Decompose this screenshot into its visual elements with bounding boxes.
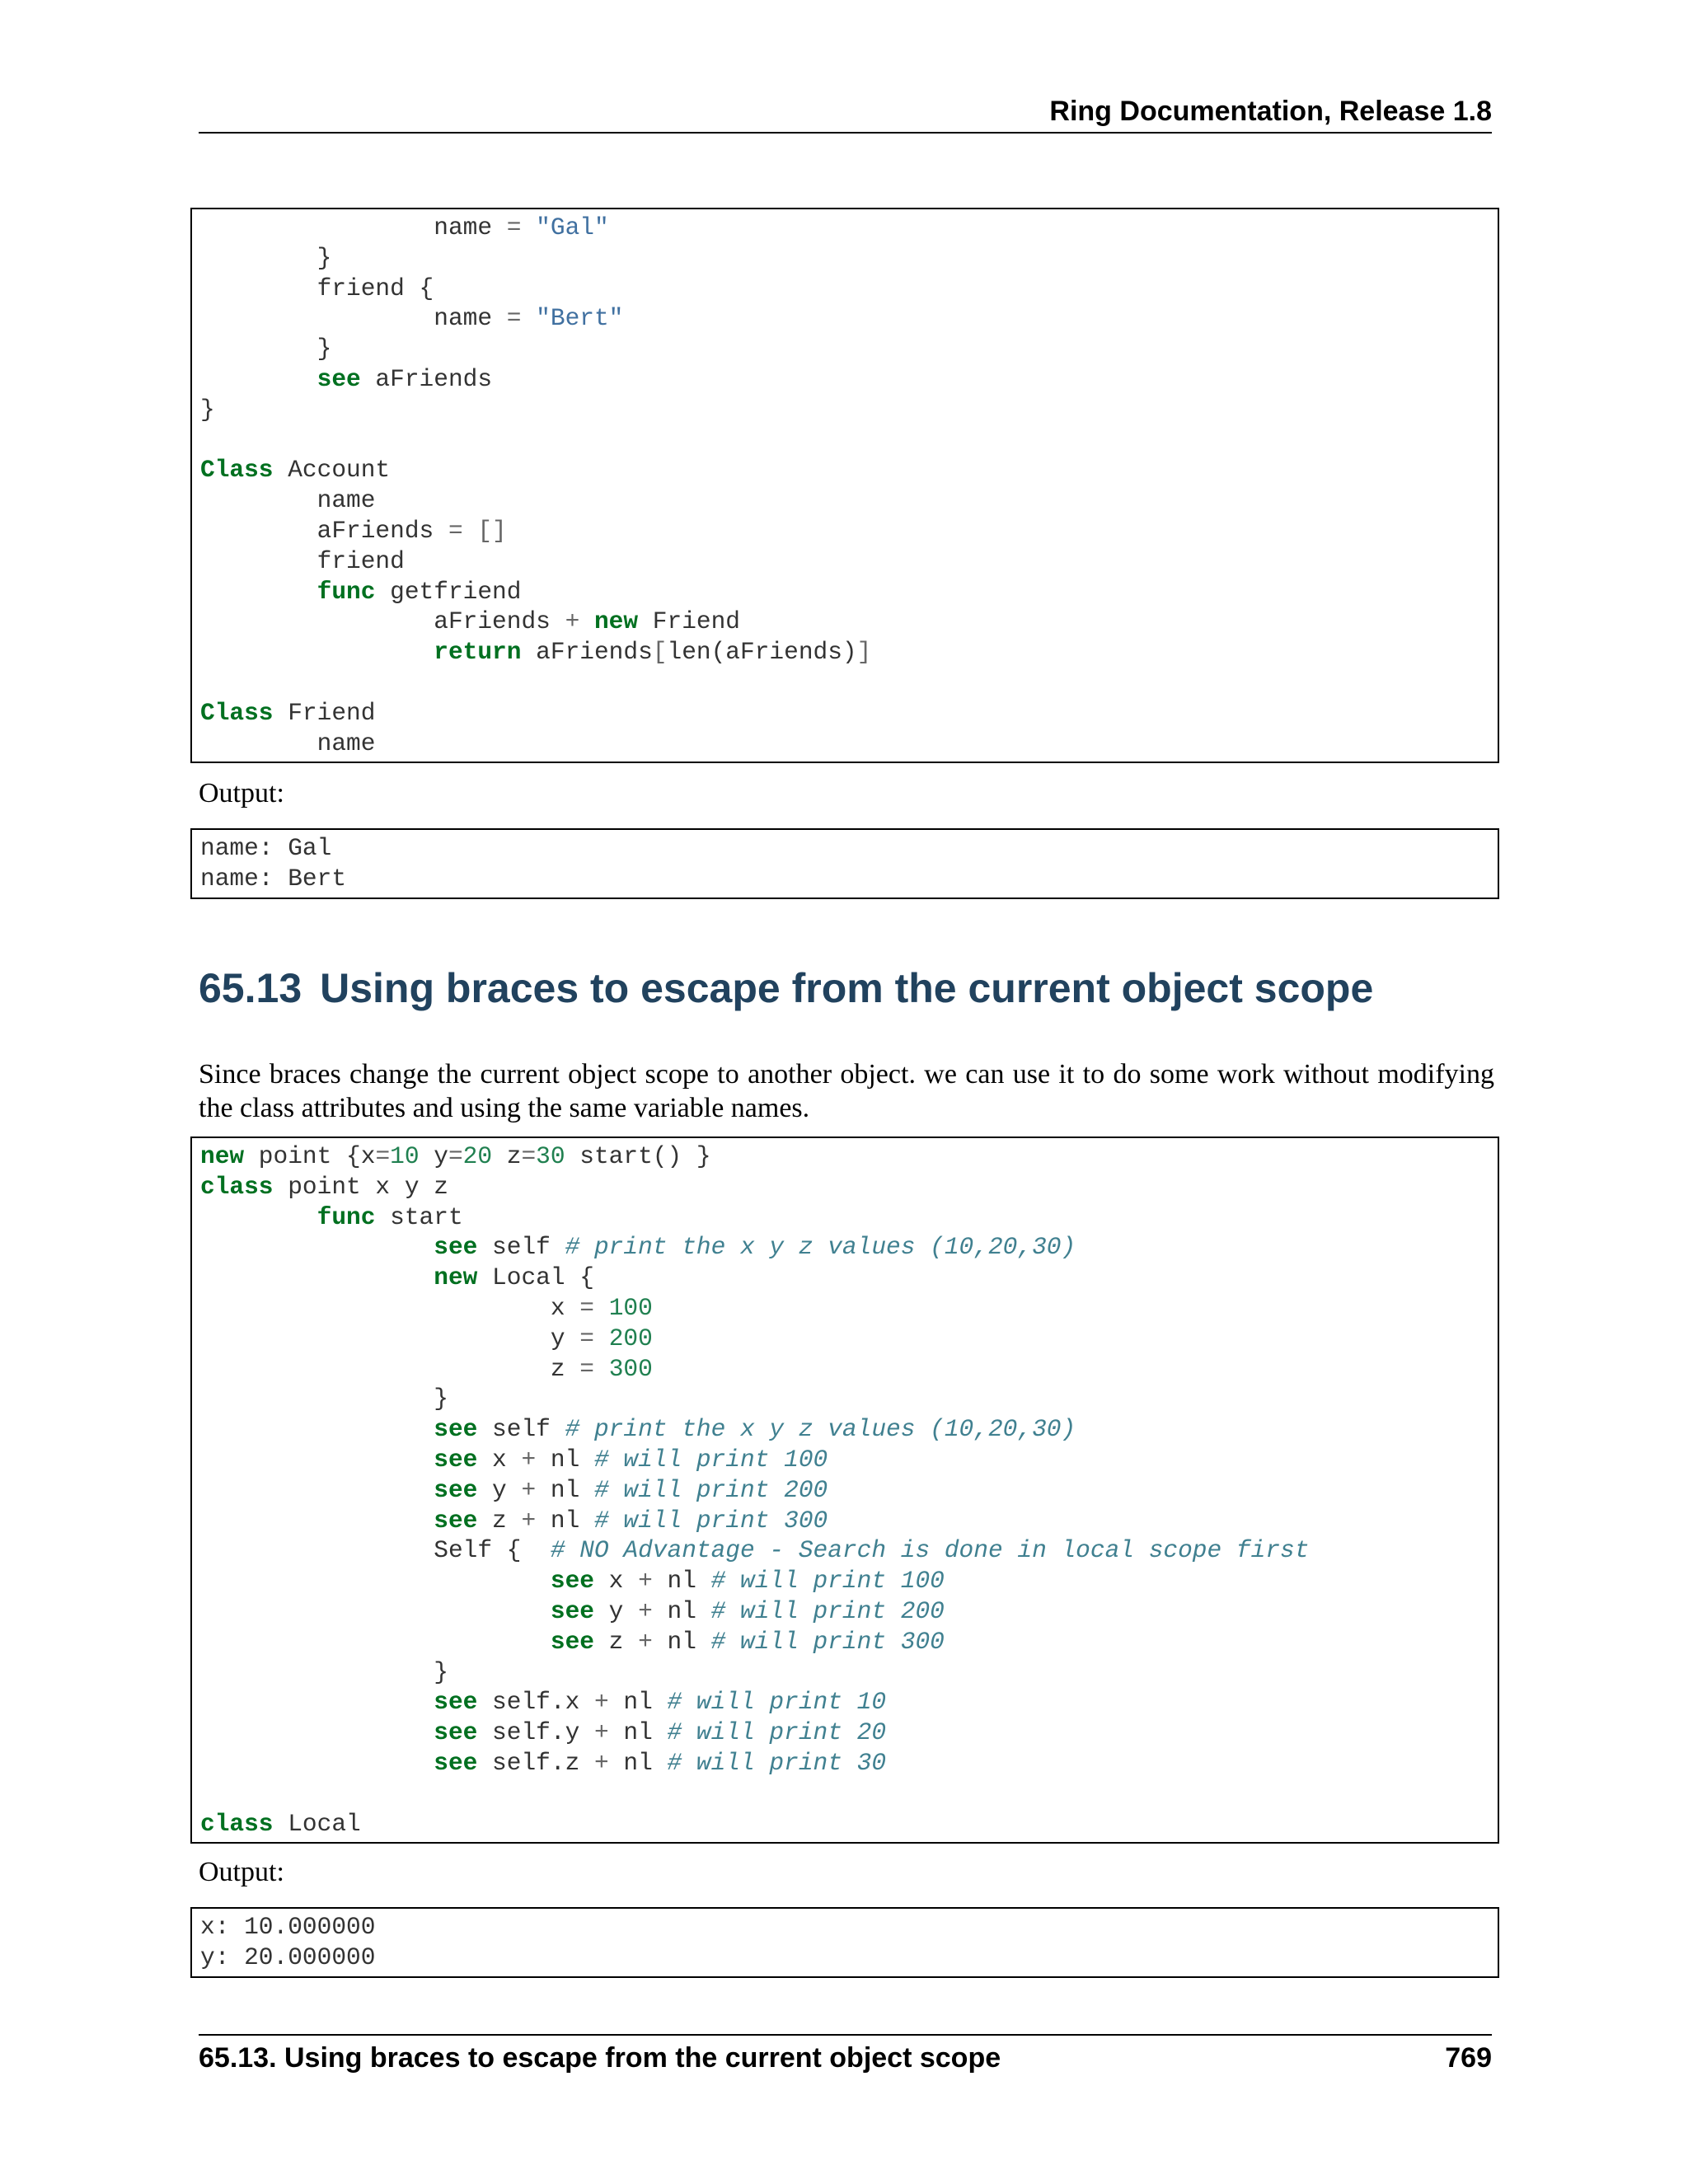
code-token: # will print 10 [667,1688,887,1717]
code-line [200,607,1489,637]
code-line [200,1172,1489,1202]
code-token: x [593,1567,639,1596]
code-token: 100 [608,1293,653,1322]
code-token: see [550,1567,594,1596]
code-line [200,1718,1489,1748]
code-token: y: 20.000000 [200,1943,376,1971]
code-token: y [477,1475,522,1504]
code-token: 30 [536,1142,565,1170]
code-token: + [638,1567,653,1596]
code-line [200,364,1489,395]
code-line [200,1141,1489,1172]
code-line [200,1506,1489,1536]
code-token [594,1355,609,1383]
code-token: + [638,1627,653,1656]
code-token: see [434,1718,478,1747]
code-token: nl [536,1475,594,1504]
code-line [200,1627,1489,1657]
code-token: [] [477,516,507,545]
code-line [200,516,1489,546]
output-block-xy [190,1907,1499,1978]
code-token: # will print 100 [593,1445,828,1474]
code-token: Friend [638,607,741,636]
code-token [579,607,594,635]
code-token [200,1263,434,1291]
code-token [200,1688,434,1716]
code-line [200,1354,1489,1385]
code-line [200,1912,1489,1943]
code-token: # will print 200 [593,1475,828,1504]
code-token: 10 [390,1142,420,1170]
code-line [200,864,1489,894]
code-token [594,1324,609,1352]
code-token: nl [608,1748,668,1777]
code-line [200,1232,1489,1263]
code-line [200,1202,1489,1233]
code-line [200,274,1489,304]
code-block-account [190,208,1499,763]
code-token: Class [200,456,274,485]
code-line [200,1657,1489,1688]
code-token: = [521,1142,537,1170]
code-block-point [190,1137,1499,1844]
code-line [200,1475,1489,1506]
code-token: = [579,1354,594,1383]
code-token: return [434,638,522,667]
output-label: Output: [199,778,284,808]
header-title: Ring Documentation, Release 1.8 [1049,96,1492,127]
code-token [200,1507,434,1535]
code-token: y [419,1142,448,1170]
code-token: # will print 100 [710,1567,945,1596]
code-token: # print the x y z values (10,20,30) [565,1233,1076,1262]
code-token: class [200,1172,274,1201]
code-line [200,1687,1489,1718]
section-heading [199,964,1373,1012]
code-token: z [200,1354,580,1383]
code-token: Local [273,1809,361,1838]
code-line [200,395,1489,425]
code-token: name: Gal [200,834,332,862]
code-token: self [477,1233,565,1262]
code-token: x [200,1293,580,1322]
code-token: = [579,1293,594,1322]
code-line [200,1263,1489,1293]
page-footer [199,2034,1492,2074]
code-line [200,1293,1489,1324]
code-token: func [316,1202,376,1231]
code-token: = [506,304,522,333]
code-line [200,698,1489,729]
code-token: # will print 300 [593,1506,828,1535]
code-token [200,1203,317,1231]
code-token [463,517,478,545]
code-token: } [200,1657,448,1686]
code-token [200,1567,551,1595]
code-token: "Gal" [536,213,609,241]
code-token: see [316,364,361,393]
code-token: see [434,1688,478,1717]
code-token: self.z [477,1748,594,1777]
code-token: see [434,1506,478,1535]
code-token: # NO Advantage - Search is done in local scope first [550,1536,1310,1565]
code-token: aFriends [200,607,565,636]
code-token: len(aFriends) [667,638,857,667]
code-token: aFriends [521,638,653,667]
code-line [200,546,1489,577]
code-token: z [593,1627,639,1656]
code-token: 200 [608,1324,653,1352]
code-token: } [200,243,332,272]
code-line [200,1324,1489,1354]
code-token: see [434,1415,478,1444]
code-token: ] [856,638,872,667]
code-token: Account [273,456,391,485]
code-token: + [593,1688,609,1717]
code-token: + [638,1596,653,1625]
code-line [200,1943,1489,1973]
code-token [200,1749,434,1777]
code-token [521,213,536,241]
code-token: Self { [200,1536,551,1565]
code-token: name [200,304,507,333]
code-token: # will print 300 [710,1627,945,1656]
code-line [200,334,1489,364]
code-token: nl [652,1567,711,1596]
code-token: name [200,213,507,241]
code-token: new [434,1263,478,1292]
code-token: [ [652,638,668,667]
footer-section: 65.13. Using braces to escape from the current object scope [199,2042,1001,2074]
code-token [200,1476,434,1504]
code-token: see [434,1445,478,1474]
code-token: x [477,1445,522,1474]
code-line [200,1414,1489,1445]
code-token: aFriends [200,516,448,545]
code-line [200,1535,1489,1566]
code-token: # print the x y z values (10,20,30) [565,1415,1076,1444]
code-token [200,365,317,393]
code-token: + [593,1718,609,1747]
code-token: z [492,1142,522,1170]
page-number: 769 [1445,2042,1492,2074]
code-token: nl [652,1596,711,1625]
code-token: = [579,1324,594,1352]
output-label: Output: [199,1857,284,1887]
code-line [200,1566,1489,1596]
code-token [521,304,536,332]
code-token: func [316,577,376,606]
code-token: Class [200,698,274,727]
code-token [200,578,317,606]
code-token: new [200,1142,245,1170]
code-token: } [200,335,332,363]
code-token: point x y z [273,1172,448,1201]
code-line [200,1779,1489,1809]
code-token: Friend [273,698,376,727]
code-token: Local { [477,1263,594,1292]
code-token: } [200,395,215,424]
code-token: 20 [462,1142,493,1170]
code-token [200,638,434,666]
code-line [200,303,1489,334]
code-token [200,1415,434,1443]
code-token: getfriend [375,577,522,606]
code-line [200,1809,1489,1840]
code-token: see [550,1596,594,1625]
code-token: self [477,1415,565,1444]
code-token [200,1597,551,1625]
code-token: nl [536,1506,594,1535]
code-line [200,485,1489,516]
code-line [200,637,1489,668]
code-token [200,1233,434,1261]
code-token [200,1628,551,1656]
code-token: name [200,486,376,515]
code-token: self.x [477,1688,594,1717]
code-token: } [200,1385,448,1413]
code-token: # will print 20 [667,1718,887,1747]
code-line [200,243,1489,274]
code-token: + [593,1748,609,1777]
code-token: aFriends [360,364,493,393]
code-token: see [550,1627,594,1656]
code-token: # will print 30 [667,1748,887,1777]
code-token: nl [652,1627,711,1656]
code-line [200,425,1489,456]
code-token: see [434,1233,478,1262]
code-token: y [200,1324,580,1352]
code-token: x: 10.000000 [200,1913,376,1941]
code-token: + [521,1475,537,1504]
code-token: y [593,1596,639,1625]
code-line [200,668,1489,698]
code-token: = [506,213,522,241]
code-token: = [375,1142,391,1170]
code-line [200,1596,1489,1627]
code-token: 300 [608,1354,653,1383]
section-title-text: Using braces to escape from the current object scope [320,965,1374,1011]
code-token: nl [536,1445,594,1474]
code-line [200,577,1489,607]
code-token: name [200,729,376,757]
code-token: + [521,1445,537,1474]
code-line [200,455,1489,485]
code-token: new [593,607,639,636]
code-token: # will print 200 [710,1596,945,1625]
code-token: point {x [244,1142,376,1170]
code-token: see [434,1748,478,1777]
code-token: z [477,1506,522,1535]
code-token: start() } [565,1142,711,1170]
code-line [200,729,1489,759]
code-line [200,213,1489,243]
code-token: name: Bert [200,864,347,893]
section-number: 65.13 [199,965,302,1011]
code-token: nl [608,1718,668,1747]
code-line [200,1445,1489,1475]
output-block-friends [190,828,1499,899]
section-paragraph: Since braces change the current object scope to another object. we can use it to do some work without modifying the class attributes and using the same variable names. [199,1059,1494,1123]
code-token: see [434,1475,478,1504]
code-line [200,1384,1489,1414]
code-token: friend [200,546,405,575]
code-token: + [521,1506,537,1535]
code-token: friend { [200,274,434,302]
code-token: self.y [477,1718,594,1747]
code-token [200,1446,434,1474]
code-token: class [200,1809,274,1838]
code-token [200,1718,434,1746]
page-header [199,91,1492,134]
code-token: nl [608,1688,668,1717]
code-token: = [448,516,463,545]
code-token [594,1294,609,1322]
code-token: start [375,1202,463,1231]
code-line [200,1748,1489,1779]
code-token: = [448,1142,463,1170]
code-token: "Bert" [536,304,624,333]
code-token: + [565,607,580,636]
code-line [200,833,1489,864]
